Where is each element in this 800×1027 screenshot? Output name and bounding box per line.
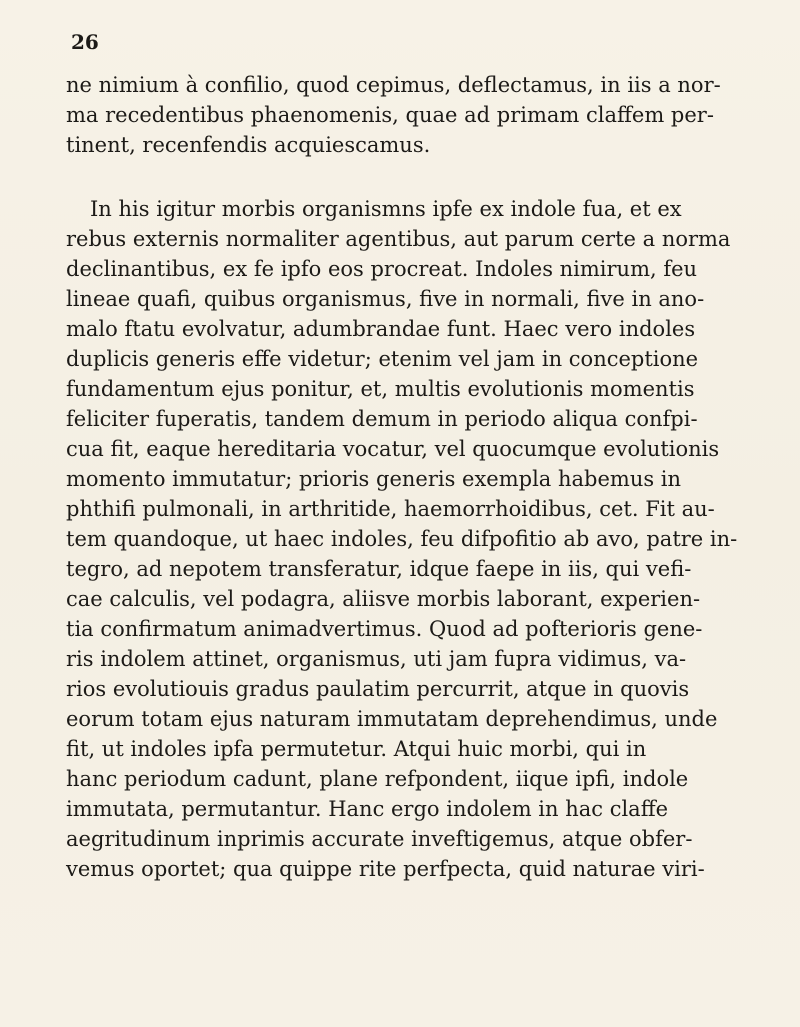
- text-line: phthifi pulmonali, in arthritide, haemorrhoidibus, cet. Fit au-: [66, 497, 715, 521]
- text-line: cua fit, eaque hereditaria vocatur, vel quocumque evolutionis: [66, 437, 720, 461]
- text-line: momento immutatur; prioris generis exempla habemus in: [66, 467, 682, 491]
- text-line: tinent, recenfendis acquiescamus.: [66, 133, 431, 157]
- text-line: malo ftatu evolvatur, adumbrandae funt. Haec vero indoles: [66, 317, 696, 341]
- body-text: [66, 70, 756, 884]
- text-line: hanc periodum cadunt, plane refpondent, iique ipfi, indole: [66, 767, 689, 791]
- text-line: eorum totam ejus naturam immutatam deprehendimus, unde: [66, 707, 718, 731]
- page-number: 26: [71, 30, 99, 54]
- text-line: declinantibus, ex fe ipfo eos procreat. Indoles nimirum, feu: [66, 257, 698, 281]
- text-line: feliciter fuperatis, tandem demum in periodo aliqua confpi-: [66, 407, 698, 431]
- text-line: immutata, permutantur. Hanc ergo indolem in hac claffe: [66, 797, 669, 821]
- paragraph-2: [66, 194, 756, 884]
- text-line: fit, ut indoles ipfa permutetur. Atqui huic morbi, qui in: [66, 737, 647, 761]
- text-line: tegro, ad nepotem transferatur, idque faepe in iis, qui vefi-: [66, 557, 692, 581]
- text-line: cae calculis, vel podagra, aliisve morbis laborant, experien-: [66, 587, 701, 611]
- text-line: rios evolutiouis gradus paulatim percurrit, atque in quovis: [66, 677, 690, 701]
- paragraph-spacer: [66, 160, 756, 194]
- text-line: aegritudinum inprimis accurate inveftigemus, atque obfer-: [66, 827, 693, 851]
- text-line: tem quandoque, ut haec indoles, feu difpofitio ab avo, patre in-: [66, 527, 738, 551]
- text-line: lineae quafi, quibus organismus, five in normali, five in ano-: [66, 287, 705, 311]
- text-line: tia confirmatum animadvertimus. Quod ad pofterioris gene-: [66, 617, 703, 641]
- text-line: duplicis generis effe videtur; etenim vel jam in conceptione: [66, 347, 699, 371]
- text-line: vemus oportet; qua quippe rite perfpecta, quid naturae viri-: [66, 857, 705, 881]
- paragraph-1: [66, 70, 756, 160]
- text-line: fundamentum ejus ponitur, et, multis evolutionis momentis: [66, 377, 695, 401]
- text-line: In his igitur morbis organismns ipfe ex indole fua, et ex: [90, 197, 682, 221]
- text-line: ma recedentibus phaenomenis, quae ad primam claffem per-: [66, 103, 714, 127]
- text-line: rebus externis normaliter agentibus, aut parum certe a norma: [66, 227, 731, 251]
- text-line: ne nimium à confilio, quod cepimus, deflectamus, in iis a nor-: [66, 73, 721, 97]
- text-line: ris indolem attinet, organismus, uti jam fupra vidimus, va-: [66, 647, 687, 671]
